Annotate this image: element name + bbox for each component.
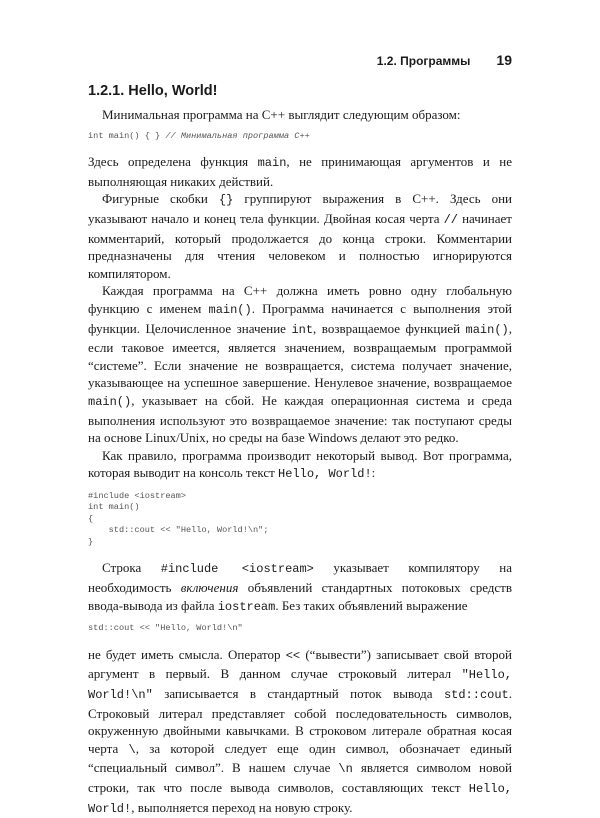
inline-code: main() [465, 322, 509, 337]
paragraph-main-definition [88, 153, 512, 190]
inline-code: "Hello, World!\n" [88, 668, 512, 702]
text-span: не будет иметь смысла. Оператор [88, 646, 286, 662]
emphasis-text: включения [180, 580, 239, 596]
paragraph-braces [88, 190, 512, 282]
code-block-minimal [88, 131, 512, 143]
section-heading: 1.2.1. Hello, World! [88, 82, 218, 99]
text-span: Строка [102, 560, 161, 576]
text-span: : [371, 465, 376, 481]
text-span: , если таковое имеется, является значением, возвращаемым программой “системе”. Если значение не возвращается, система получает значение, указывающее на успешное завершение. Ненулевое значение, возвращаемое [88, 320, 512, 391]
text-span: Фигурные скобки [102, 191, 219, 207]
text-span: . Программа начинается с выполнения этой функции. Целочисленное значение [88, 301, 512, 336]
inline-code: \ [128, 742, 136, 757]
text-span: . Без таких объявлений выражение [275, 597, 468, 613]
inline-code: main() [88, 395, 132, 409]
header-section-title: 1.2. Программы [376, 54, 471, 68]
code-comment: // Минимальная программа C++ [165, 130, 310, 141]
inline-code: main [257, 156, 287, 171]
text-span: Каждая программа на C++ должна иметь ровно одну глобальную функцию с именем [88, 283, 512, 317]
text-span: объявлений стандартных потоковых средств ввода-вывода из файла [88, 580, 512, 613]
paragraph-include [88, 559, 512, 616]
text-span: группируют выражения в C++. Здесь они указывают начало и конец тела функции. Двойная косая черта [88, 191, 512, 227]
text-span: указывает компилятору на необходимость [88, 560, 512, 596]
text-span: Здесь определена функция [88, 154, 258, 170]
code-block-expression: std::cout << "Hello, World!\n" [88, 623, 243, 634]
inline-code: #include <iostream> [160, 562, 314, 577]
inline-code: main() [208, 303, 252, 318]
inline-code: \n [338, 762, 353, 777]
paragraph-intro: Минимальная программа на C++ выглядит следующим образом: [102, 107, 461, 123]
inline-code: Hello, World! [88, 781, 512, 816]
inline-code: // [443, 213, 459, 228]
text-span: , выполняется переход на новую строку. [131, 799, 353, 815]
code-text: int main() { } [88, 130, 166, 141]
running-header [88, 52, 512, 71]
text-span: Как правило, программа производит некоторый вывод. Вот программа, которая выводит на консоль текст [88, 447, 512, 481]
inline-code: std::cout [443, 687, 509, 702]
inline-code: int [291, 322, 314, 337]
inline-code: Hello, World! [278, 467, 372, 482]
text-span: начинает комментарий, который продолжается до конца строки. Комментарии предназначены для чтения человеком и полностью игнорируются компилятором. [88, 211, 512, 281]
inline-code: {} [218, 193, 234, 208]
text-span: , за которой следует еще один символ, обозначает единый “специальный символ”. В нашем случае [88, 740, 512, 776]
paragraph-operator [88, 646, 512, 818]
text-span: , указывает на сбой. Не каждая операционная система и среда выполнения используют это возвращаемое значение: так поступают среды на основе Linux/Unix, но среды на базе Windows делают это редко. [88, 393, 512, 446]
text-span: . Строковый литерал представляет собой последовательность символов, окруженную двойными кавычками. В строковом литерале обратная косая черта [88, 685, 512, 756]
paragraph-main-function [88, 282, 512, 446]
text-span: является символом новой строки, так что после вывода символов, составляющих текст [88, 760, 512, 795]
text-span: записывается в стандартный поток вывода [152, 685, 444, 701]
code-block-hello-world: #include <iostream> int main() { std::cout << "Hello, World!\n"; } [88, 490, 269, 547]
inline-code: iostream [217, 599, 276, 614]
page-number: 19 [496, 52, 512, 68]
text-span: , возвращаемое функцией [313, 320, 466, 336]
paragraph-output-intro [88, 447, 512, 484]
inline-code: << [285, 648, 301, 663]
text-span: , не принимающая аргументов и не выполняющая никаких действий. [88, 154, 512, 189]
text-span: (“вывести”) записывает свой второй аргумент в первый. В данном случае строковый литерал [88, 646, 512, 682]
